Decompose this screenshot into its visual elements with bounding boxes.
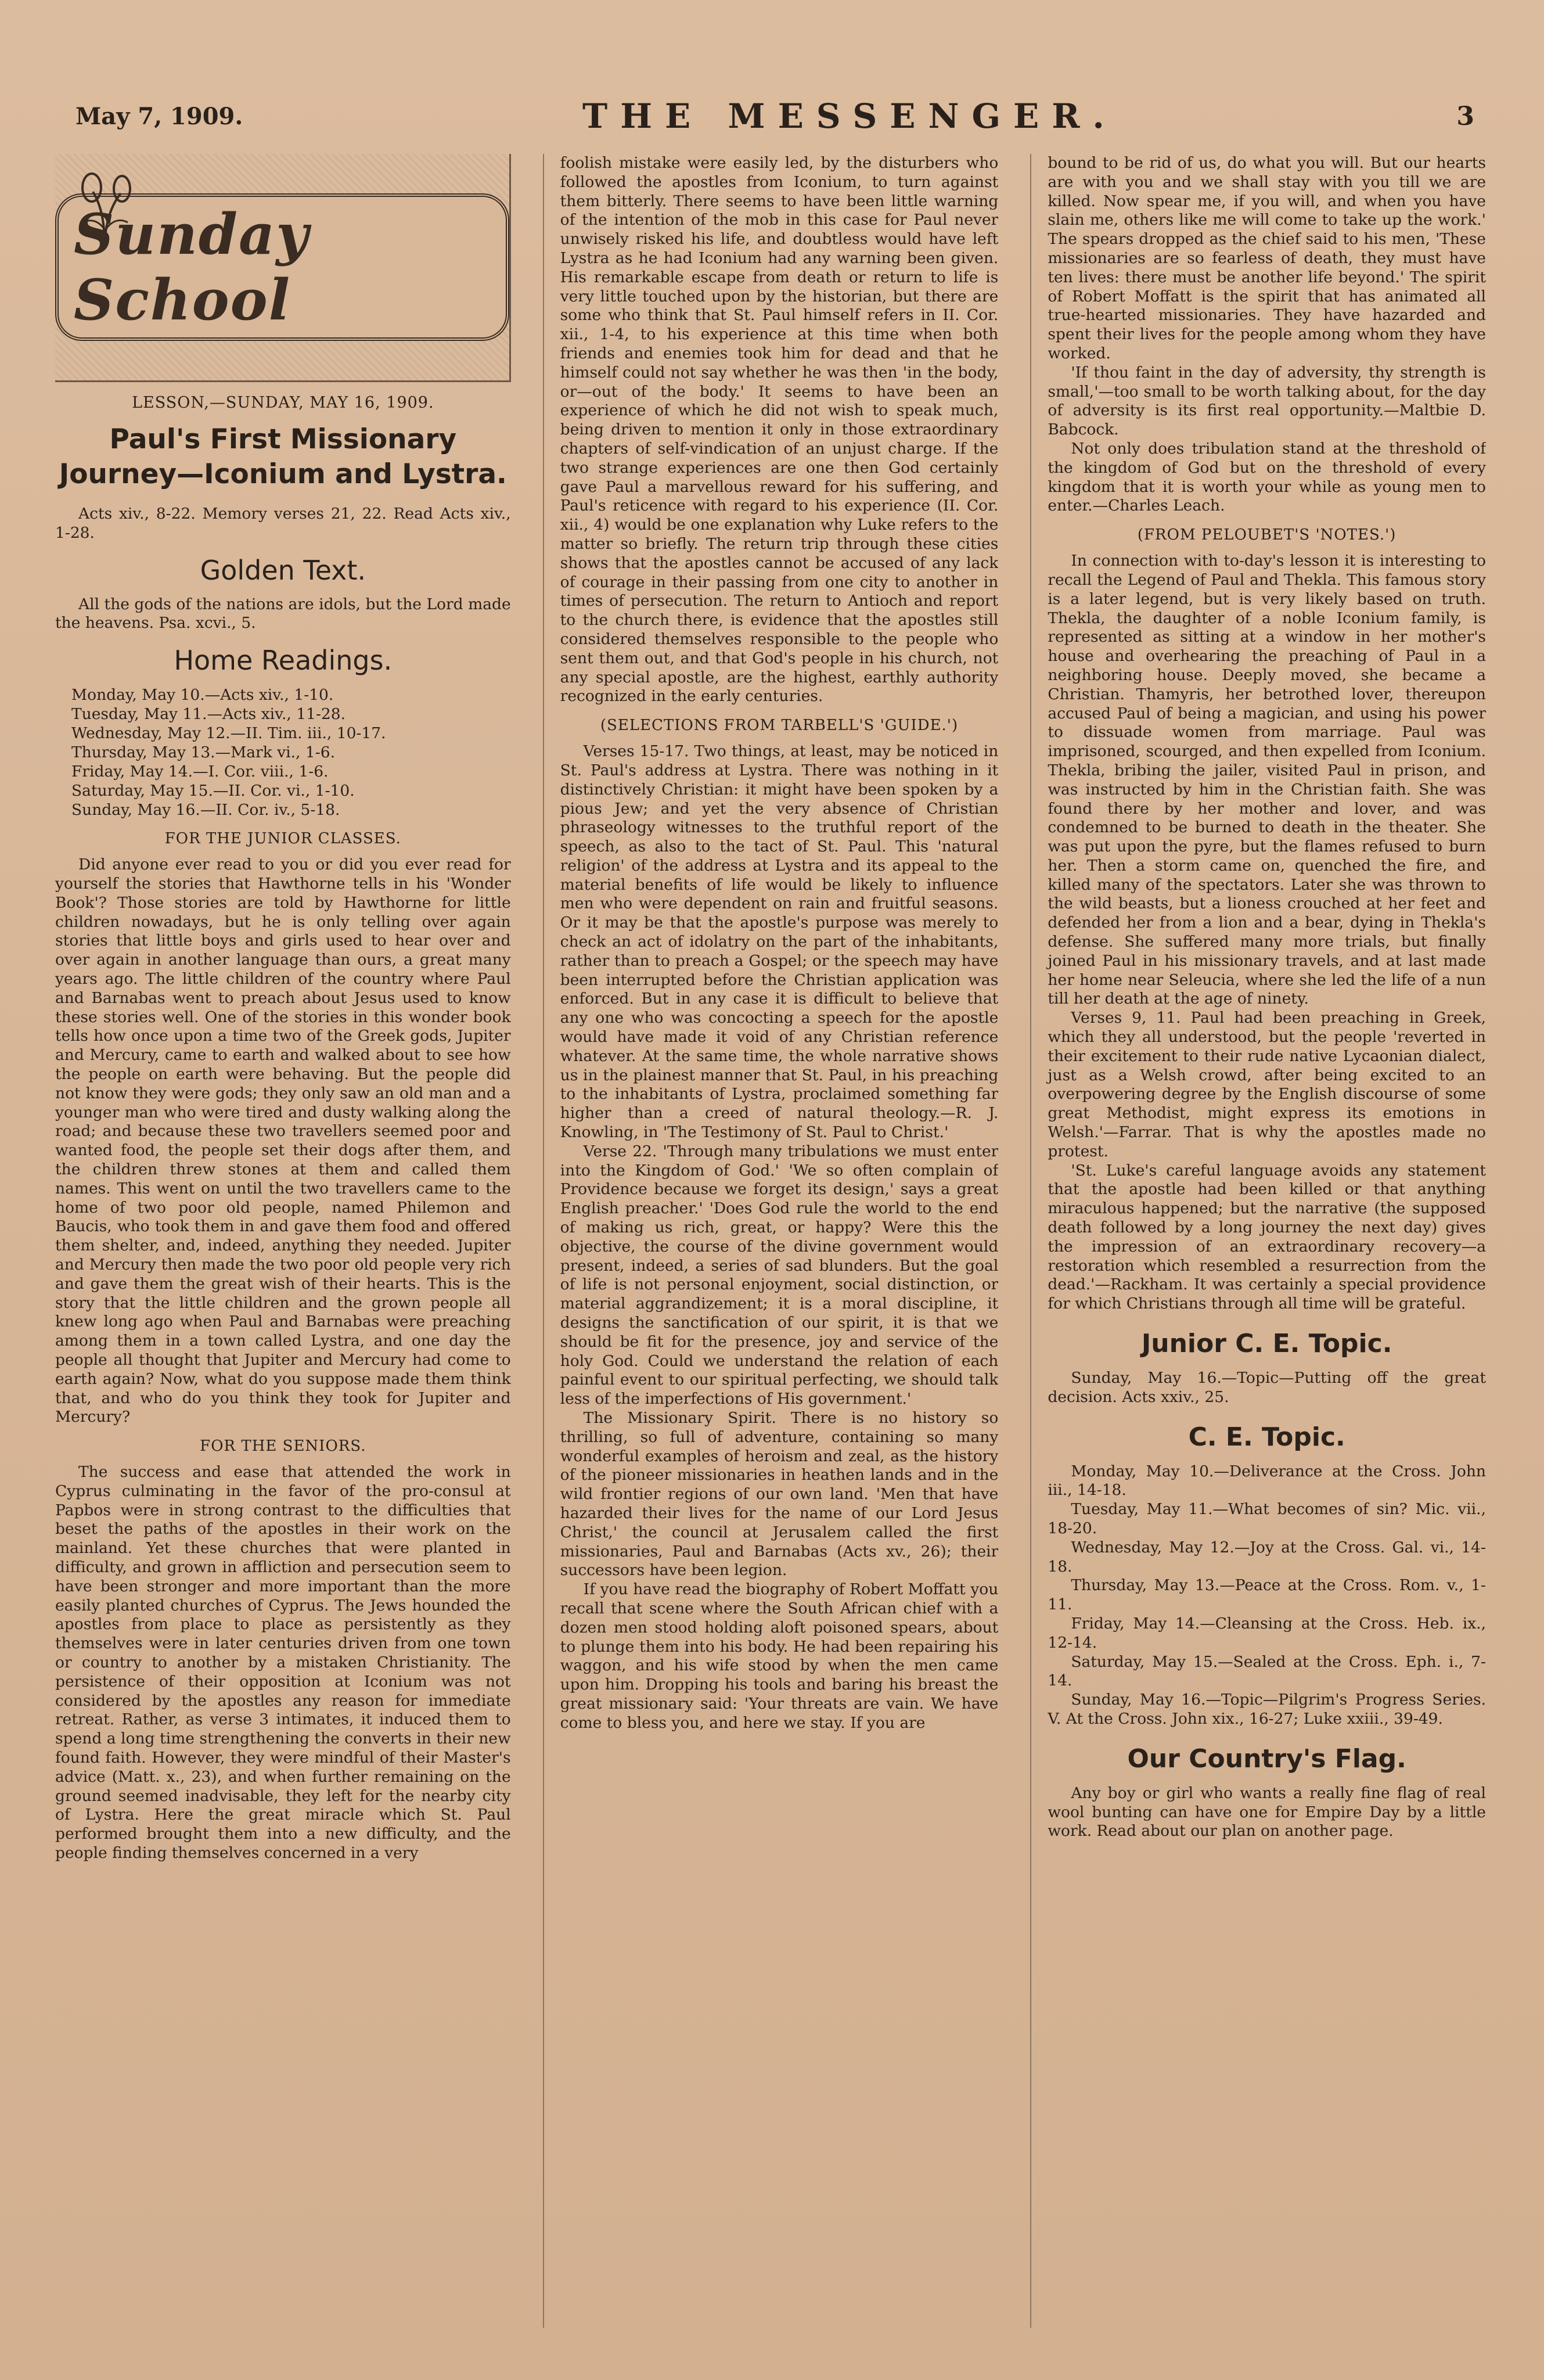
article-columns <box>55 154 1486 2328</box>
country-flag-heading: Our Country's Flag. <box>1127 1743 1406 1774</box>
lesson-references: Acts xiv., 8-22. Memory verses 21, 22. Read Acts xiv., 1-28. <box>55 505 511 542</box>
issue-date: May 7, 1909. <box>75 102 243 130</box>
page-header <box>75 96 1474 136</box>
list-item: Tuesday, May 11.—Acts xiv., 11-28. <box>71 705 346 724</box>
junior-ce-topic-text: Sunday, May 16.—Topic—Putting off the great decision. Acts xxiv., 25. <box>1048 1369 1486 1406</box>
logo-lettering: Sunday School <box>55 193 509 341</box>
home-readings-heading: Home Readings. <box>174 645 393 677</box>
article-paragraph: Verses 15-17. Two things, at least, may be noticed in St. Paul's address at Lystra. There was nothing in it distinctively Christian: it might have been spoken by a pious Jew; and yet the very absence of Christian phraseology witnesses to the truthful report of the speech, as also to the tact of St. Paul. This 'natural religion' of the address at Lystra and its appeal to the material benefits of life would be likely to influence men who were dependent on rain and fruitful seasons. Or it may be that the apostle's purpose was merely to check an act of idolatry on the part of the inhabitants, rather than to preach a Gospel; or the speech may have been interrupted before the Christian application was enforced. But in any case it is difficult to believe that any one who was concocting a speech for the apostle would have made it void of any Christian reference whatever. At the same time, the whole narrative shows us in the plainest manner that St. Paul, in his preaching to the inhabitants of Lystra, proclaimed something far higher than a creed of natural theology.—R. J. Knowling, in 'The Testimony of St. Paul to Christ.' <box>560 742 999 1142</box>
column-2 <box>543 154 999 2328</box>
article-paragraph: bound to be rid of us, do what you will. But our hearts are with you and we shall stay with you till we are killed. Now spear me, if you will, and when you have slain me, others like me will come to take up the work.' The spears dropped as the chief said to his men, 'These missionaries are so fearless of death, they must have ten lives: there must be another life beyond.' The spirit of Robert Moffatt is the spirit that has animated all true-hearted missionaries. They have hazarded and spent their lives for the people among whom they have worked. <box>1048 154 1486 362</box>
ce-topic-heading: C. E. Topic. <box>1188 1422 1345 1452</box>
list-item: Friday, May 14.—Cleansing at the Cross. Heb. ix., 12-14. <box>1048 1614 1486 1652</box>
list-item: Sunday, May 16.—II. Cor. iv., 5-18. <box>71 801 340 819</box>
article-paragraph: In connection with to-day's lesson it is interesting to recall the Legend of Paul and Thekla. This famous story is a later legend, but is very likely based on truth. Thekla, the daughter of a noble Iconium family, is represented as sitting at a window in her mother's house and overhearing the preaching of Paul in a neighboring house. Deeply moved, she became a Christian. Thamyris, her betrothed lover, thereupon accused Paul of being a magician, and using his power to dissuade women from marriage. Paul was imprisoned, scourged, and then expelled from Iconium. Thekla, bribing the jailer, visited Paul in prison, and was instructed by him in the Christian faith. She was found there by her mother and lover, and was condemned to be burned to death in the theater. She was put upon the pyre, but the flames refused to burn her. Then a storm came on, quenched the fire, and killed many of the spectators. Later she was thrown to the wild beasts, but a lioness crouched at her feet and defended her from a lion and a bear, dying in Thekla's defense. She suffered many more trials, but finally joined Paul in his missionary travels, and at last made her home near Seleucia, where she led the life of a nun till her death at the age of ninety. <box>1048 552 1486 1008</box>
seniors-heading: FOR THE SENIORS. <box>200 1437 366 1455</box>
masthead-title: THE MESSENGER. <box>582 96 1117 136</box>
lesson-title: Paul's First Missionary Journey—Iconium and Lystra. <box>59 423 507 490</box>
article-paragraph: Not only does tribulation stand at the threshold of the kingdom of God but on the threshold of every kingdom that it is worth your while as young men to enter.—Charles Leach. <box>1048 439 1486 515</box>
ce-topic-list <box>1048 1462 1486 1729</box>
list-item: Saturday, May 15.—II. Cor. vi., 1-10. <box>71 782 355 800</box>
lesson-date: LESSON,—SUNDAY, MAY 16, 1909. <box>132 394 434 412</box>
junior-classes-heading: FOR THE JUNIOR CLASSES. <box>164 830 401 848</box>
list-item: Friday, May 14.—I. Cor. viii., 1-6. <box>71 763 329 781</box>
list-item: Tuesday, May 11.—What becomes of sin? Mic. vii., 18-20. <box>1048 1500 1486 1537</box>
list-item: Wednesday, May 12.—Joy at the Cross. Gal. vi., 14-18. <box>1048 1538 1486 1576</box>
article-paragraph: If you have read the biography of Robert Moffatt you recall that scene where the South African chief with a dozen men stood holding aloft poisoned spears, about to plunge them into his body. He had been repairing his waggon, and his wife stood by when the men came upon him. Dropping his tools and baring his breast the great missionary said: 'Your threats are vain. We have come to bless you, and here we stay. If you are <box>560 1580 999 1732</box>
article-paragraph: Verses 9, 11. Paul had been preaching in Greek, which they all understood, but the people 'reverted in their excitement to their rude native Lycaonian dialect, just as a Welsh crowd, after being excited to an overpowering degree by the English discourse of some great Methodist, might express its emotions in Welsh.'—Farrar. That is why the apostles made no protest. <box>1048 1009 1486 1160</box>
tarbell-heading: (SELECTIONS FROM TARBELL'S 'GUIDE.') <box>600 717 959 735</box>
country-flag-text: Any boy or girl who wants a really fine flag of real wool bunting can have one for Empire Day by a little work. Read about our plan on another page. <box>1048 1784 1486 1840</box>
list-item: Saturday, May 15.—Sealed at the Cross. Eph. i., 7-14. <box>1048 1652 1486 1690</box>
lily-ornament-icon <box>70 171 139 247</box>
column-3 <box>1030 154 1486 2328</box>
home-readings-list <box>55 685 511 819</box>
list-item: Thursday, May 13.—Peace at the Cross. Rom. v., 1-11. <box>1048 1576 1486 1614</box>
list-item: Sunday, May 16.—Topic—Pilgrim's Progress Series. V. At the Cross. John xix., 16-27; Luke xxiii., 39-49. <box>1048 1691 1486 1728</box>
article-paragraph: 'If thou faint in the day of adversity, thy strength is small,'—too small to be worth talking about, for the day of adversity is its first real opportunity.—Maltbie D. Babcock. <box>1048 363 1486 439</box>
list-item: Monday, May 10.—Deliverance at the Cross. John iii., 14-18. <box>1048 1462 1486 1500</box>
junior-classes-text: Did anyone ever read to you or did you ever read for yourself the stories that Hawthorne tells in his 'Wonder Book'? Those stories are told by Hawthorne for little children nowadays, but he is only telling over again stories that little boys and girls used to hear over and over again in another language than ours, a great many years ago. The little children of the country where Paul and Barnabas went to preach about Jesus used to know these stories well. One of the stories in this wonder book tells how once upon a time two of the Greek gods, Jupiter and Mercury, came to earth and walked about to see how the people on earth were behaving. But the people did not know they were gods; they only saw an old man and a younger man who were tired and dusty walking along the road; and because these two travellers seemed poor and wanted food, the people set their dogs after them, and the children threw stones at them and called them names. This went on until the two travellers came to the home of two poor old people, named Philemon and Baucis, who took them in and gave them food and offered them shelter, and, indeed, anything they needed. Jupiter and Mercury then made the two poor old people very rich and gave them the great wish of their hearts. This is the story that the little children and the grown people all knew long ago when Paul and Barnabas were preaching among them in a town called Lystra, and one day the people all thought that Jupiter and Mercury had come to earth again? Now, what do you suppose made them think that, and who do you think they took for Jupiter and Mercury? <box>55 855 511 1426</box>
article-paragraph: foolish mistake were easily led, by the disturbers who followed the apostles from Iconium, to turn against them bitterly. There seems to have been little warning of the intention of the mob in this case for Paul never unwisely risked his life, and doubtless would have left Lystra as he had Iconium had any warning been given. His remarkable escape from death or return to life is very little touched upon by the historian, but there are some who think that St. Paul himself refers in II. Cor. xii., 1-4, to his experience at this time when both friends and enemies took him for dead and that he himself could not say whether he was then 'in the body, or—out of the body.' It seems to have been an experience of which he did not wish to speak much, being driven to mention it only in those extraordinary chapters of self-vindication of an unjust charge. If the two strange experiences are one then God certainly gave Paul a marvellous reward for his suffering, and Paul's reticence with regard to his experience (II. Cor. xii., 4) would be one explanation why Luke refers to the matter so briefly. The return trip through these cities shows that the apostles cannot be accused of any lack of courage in their passing from one city to another in times of persecution. The return to Antioch and report to the church there, is evidence that the apostles still considered themselves responsible to the people who sent them out, and that God's people in his church, not any special apostle, are the highest, earthly authority recognized in the early centuries. <box>560 154 999 706</box>
column-1 <box>55 154 511 2328</box>
page-number: 3 <box>1456 101 1474 131</box>
list-item: Thursday, May 13.—Mark vi., 1-6. <box>71 743 336 762</box>
golden-text-heading: Golden Text. <box>200 554 366 586</box>
seniors-text: The success and ease that attended the work in Cyprus culminating in the favor of the pro-consul at Papbos were in strong contrast to the difficulties that beset the paths of the apostles in their work on the mainland. Yet these churches that were planted in difficulty, and grown in affliction and persecution seem to have been stronger and more important than the more easily planted churches of Cyprus. The Jews hounded the apostles from place to place as persistently as they themselves were in later centuries driven from one town or country to another by a mistaken Christianity. The persistence of their opposition at Iconium was not considered by the apostles any reason for immediate retreat. Rather, as verse 3 intimates, it induced them to spend a long time strengthening the converts in their new found faith. However, they were mindful of their Master's advice (Matt. x., 23), and when further remaining on the ground seemed inadvisable, they left for the nearby city of Lystra. Here the great miracle which St. Paul performed brought them into a new difficulty, and the people finding themselves concerned in a very <box>55 1463 511 1863</box>
list-item: Monday, May 10.—Acts xiv., 1-10. <box>71 686 334 704</box>
junior-ce-topic-heading: Junior C. E. Topic. <box>1141 1329 1392 1359</box>
peloubet-heading: (FROM PELOUBET'S 'NOTES.') <box>1137 526 1397 544</box>
article-paragraph: The Missionary Spirit. There is no history so thrilling, so full of adventure, containing so many wonderful examples of heroism and zeal, as the history of the pioneer missionaries in heathen lands and in the wild frontier regions of our own land. 'Men that have hazarded their lives for the name of our Lord Jesus Christ,' the council at Jerusalem called the first missionaries, Paul and Barnabas (Acts xv., 26); their successors have been legion. <box>560 1409 999 1580</box>
article-paragraph: 'St. Luke's careful language avoids any statement that the apostle had been killed or that anything miraculous happened; but the narrative (the supposed death followed by a long journey the next day) gives the impression of an extraordinary recovery—a restoration which resembled a resurrection from the dead.'—Rackham. It was certainly a special providence for which Christians through all time will be grateful. <box>1048 1161 1486 1313</box>
golden-text: All the gods of the nations are idols, but the Lord made the heavens. Psa. xcvi., 5. <box>55 595 511 632</box>
list-item: Wednesday, May 12.—II. Tim. iii., 10-17. <box>71 724 386 743</box>
article-paragraph: Verse 22. 'Through many tribulations we must enter into the Kingdom of God.' 'We so often complain of Providence because we forget its design,' says a great English preacher.' 'Does God rule the world to the end of making us rich, great, or happy? Were this the objective, the course of the divine government would present, indeed, a series of sad blunders. But the goal of life is not personal enjoyment, social distinction, or material aggrandizement; it is a moral discipline, it designs the sanctification of our spirit, it is that we should be fit for the presence, joy and service of the holy God. Could we understand the relation of each painful event to our spiritual perfecting, we should talk less of the imperfections of His government.' <box>560 1142 999 1408</box>
sunday-school-logo <box>55 154 511 382</box>
